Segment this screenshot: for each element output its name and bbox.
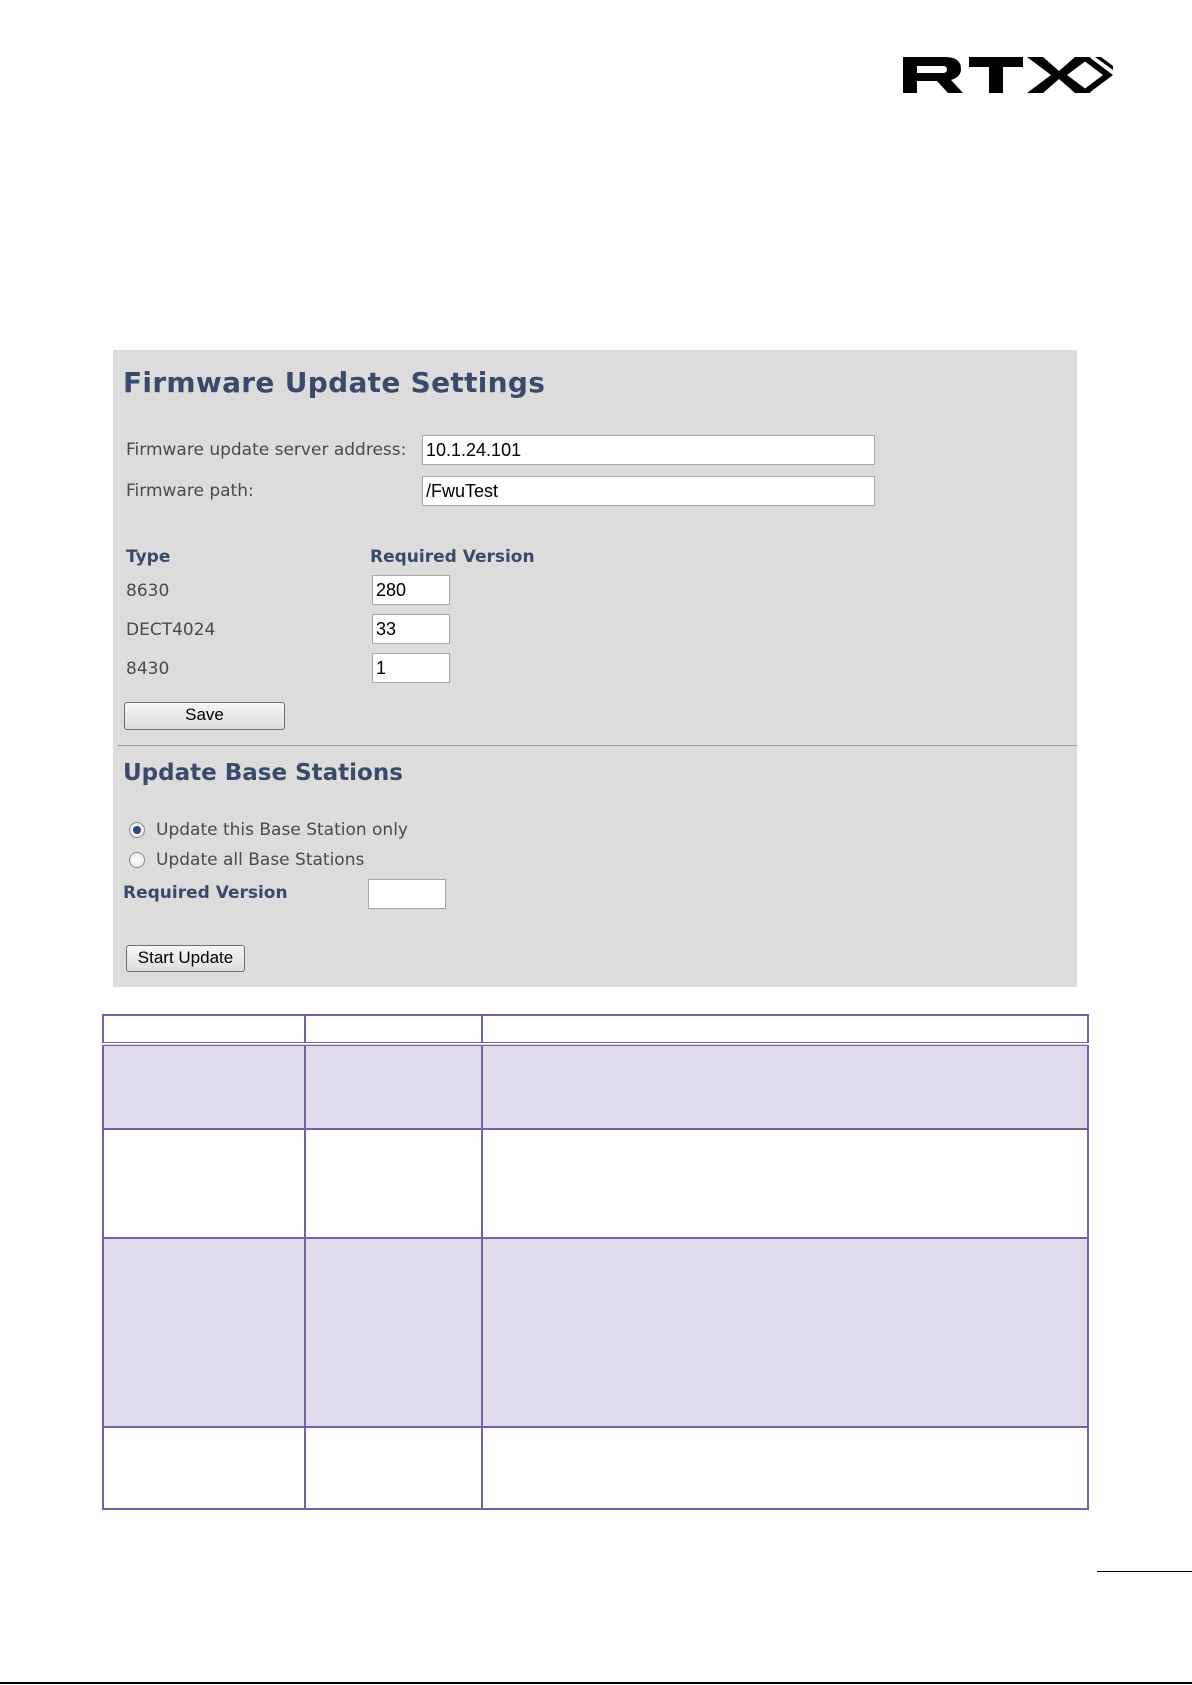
table-cell: [103, 1044, 305, 1129]
rtx-logo: [903, 55, 1113, 95]
required-version-column-header: Required Version: [370, 547, 535, 567]
version-dect4024-input[interactable]: 33: [372, 614, 450, 644]
version-8630-input[interactable]: 280: [372, 575, 450, 605]
required-version-label: Required Version: [123, 883, 288, 903]
save-button[interactable]: Save: [124, 702, 285, 730]
firmware-panel: [113, 350, 1077, 987]
server-address-input[interactable]: 10.1.24.101: [422, 435, 875, 465]
table-cell: [305, 1427, 482, 1509]
table-cell: [482, 1015, 1088, 1044]
table-cell: [482, 1129, 1088, 1238]
version-8430-input[interactable]: 1: [372, 653, 450, 683]
radio-selected-dot: [133, 826, 141, 834]
table-cell: [482, 1427, 1088, 1509]
table-cell: [482, 1044, 1088, 1129]
type-8430-label: 8430: [126, 659, 170, 679]
table-row: [103, 1129, 1088, 1238]
radio-update-this[interactable]: [129, 822, 145, 838]
radio-update-all[interactable]: [129, 852, 145, 868]
table-cell: [305, 1238, 482, 1427]
table-cell: [482, 1238, 1088, 1427]
table-row: [103, 1427, 1088, 1509]
firmware-settings-title: Firmware Update Settings: [123, 366, 546, 399]
start-update-button[interactable]: Start Update: [126, 945, 245, 972]
type-column-header: Type: [126, 547, 171, 567]
page-corner-rule: [1097, 1571, 1192, 1572]
required-version-input[interactable]: [368, 879, 446, 909]
type-dect4024-label: DECT4024: [126, 620, 216, 640]
firmware-path-label: Firmware path:: [126, 481, 254, 501]
table-row: [103, 1238, 1088, 1427]
update-base-stations-title: Update Base Stations: [123, 760, 403, 786]
firmware-path-input[interactable]: /FwuTest: [422, 476, 875, 506]
section-divider: [118, 745, 1077, 746]
table-cell: [103, 1129, 305, 1238]
update-this-label: Update this Base Station only: [156, 820, 408, 840]
table-cell: [103, 1238, 305, 1427]
type-8630-label: 8630: [126, 581, 170, 601]
table-cell: [305, 1129, 482, 1238]
table-row: [103, 1044, 1088, 1129]
footer-line: [0, 1682, 1192, 1684]
parameter-table: [102, 1014, 1089, 1510]
update-all-label: Update all Base Stations: [156, 850, 365, 870]
table-cell: [103, 1427, 305, 1509]
server-address-label: Firmware update server address:: [126, 440, 407, 460]
table-cell: [305, 1015, 482, 1044]
table-cell: [305, 1044, 482, 1129]
table-cell: [103, 1015, 305, 1044]
table-header-row: [103, 1015, 1088, 1044]
